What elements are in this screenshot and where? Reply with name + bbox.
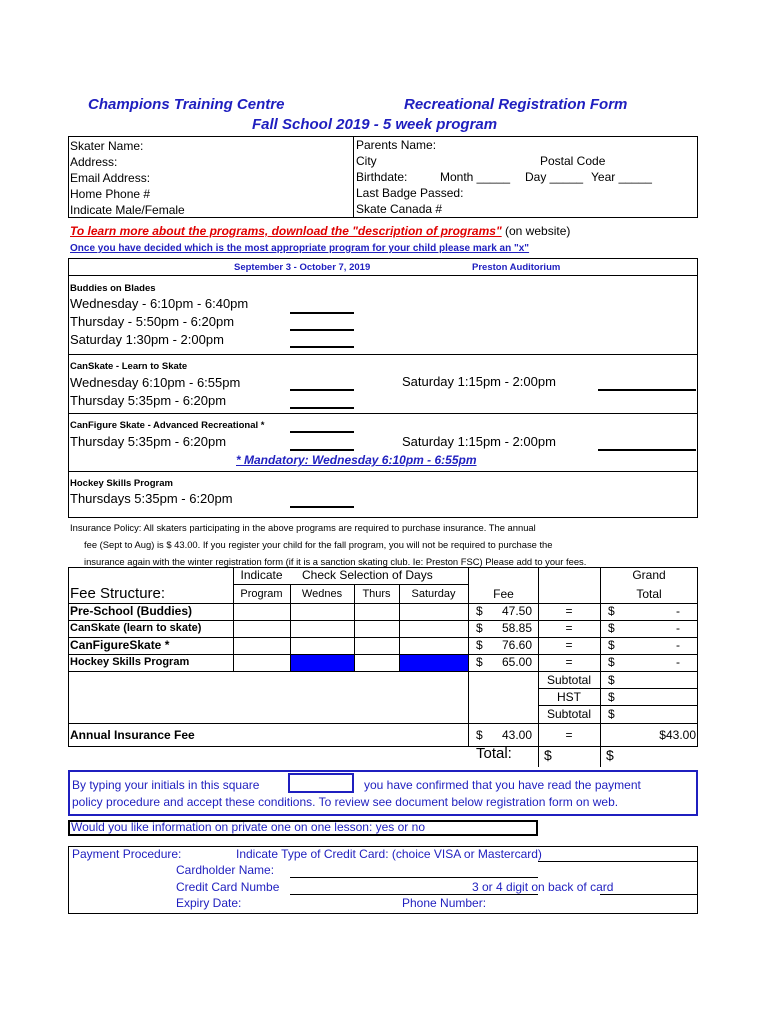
- payment-procedure-label: Payment Procedure:: [72, 847, 182, 861]
- canfigure-mandatory: * Mandatory: Wednesday 6:10pm - 6:55pm: [236, 453, 477, 467]
- decided-note: Once you have decided which is the most appropriate program for your child please mark an "x": [70, 243, 530, 254]
- buddies-wed-mark[interactable]: [290, 312, 354, 314]
- fee-dollar: $: [476, 604, 483, 618]
- total-label: Total:: [476, 745, 512, 762]
- grand-value: -: [676, 604, 680, 618]
- grand-value: -: [676, 621, 680, 635]
- buddies-title: Buddies on Blades: [70, 283, 156, 294]
- canskate-wed-mark[interactable]: [290, 389, 354, 391]
- grand-value: -: [676, 655, 680, 669]
- fee-equals: =: [565, 655, 573, 669]
- card-type-field[interactable]: [538, 861, 698, 862]
- grand-value: -: [676, 638, 680, 652]
- initials-text-before: By typing your initials in this square: [72, 778, 260, 792]
- home-phone-label[interactable]: Home Phone #: [70, 187, 151, 201]
- fee-equals: =: [565, 621, 573, 635]
- fee-row-name: Hockey Skills Program: [70, 656, 190, 668]
- cvv-field[interactable]: [600, 894, 698, 895]
- buddies-wednesday: Wednesday - 6:10pm - 6:40pm: [70, 296, 249, 311]
- fee-amount: 76.60: [501, 638, 532, 652]
- subtotal-label: Subtotal: [546, 673, 592, 687]
- hockey-thu-mark[interactable]: [290, 506, 354, 508]
- hockey-sat-blocked: [400, 655, 468, 671]
- expiry-label: Expiry Date:: [176, 896, 242, 910]
- program-header: Program: [240, 588, 283, 600]
- on-website-text: (on website): [505, 224, 571, 238]
- grand-total-dollar: $: [606, 747, 614, 763]
- fee-dollar: $: [476, 621, 483, 635]
- phone-number-label: Phone Number:: [402, 896, 487, 910]
- fee-header: Fee: [493, 587, 514, 601]
- fee-dollar: $: [476, 655, 483, 669]
- email-label[interactable]: Email Address:: [70, 171, 151, 185]
- card-number-field[interactable]: [290, 894, 538, 895]
- grand-dollar: $: [608, 655, 615, 669]
- form-title: Recreational Registration Form: [404, 96, 628, 113]
- canskate-thursday: Thursday 5:35pm - 6:20pm: [70, 393, 227, 408]
- birth-day-field[interactable]: Day _____: [525, 170, 584, 184]
- skater-name-label[interactable]: Skater Name:: [70, 139, 144, 153]
- postal-code-label[interactable]: Postal Code: [540, 154, 606, 168]
- hst-value: $: [608, 690, 615, 704]
- total-header: Total: [636, 587, 662, 601]
- check-days-header: Check Selection of Days: [302, 568, 433, 582]
- buddies-thursday: Thursday - 5:50pm - 6:20pm: [70, 314, 235, 329]
- card-number-label: Credit Card Numbe: [176, 880, 280, 894]
- insurance-total: $43.00: [659, 728, 696, 742]
- fee-equals: =: [565, 604, 573, 618]
- initials-text-after: you have confirmed that you have read the payment: [364, 778, 641, 792]
- program-title: Fall School 2019 - 5 week program: [252, 116, 498, 133]
- gender-label[interactable]: Indicate Male/Female: [70, 203, 185, 217]
- canfigure-sat-mark[interactable]: [598, 449, 696, 451]
- buddies-times: [70, 295, 248, 349]
- program-location: Preston Auditorium: [472, 262, 561, 273]
- grand-dollar: $: [608, 604, 615, 618]
- fee-row-name: CanSkate (learn to skate): [70, 622, 202, 634]
- program-dates: September 3 - October 7, 2019: [234, 262, 371, 273]
- skater-info-labels: [70, 138, 185, 218]
- subtotal-2-label: Subtotal: [546, 707, 592, 721]
- card-type-label: Indicate Type of Credit Card: (choice VISA or Mastercard): [236, 847, 542, 861]
- insurance-line-3: insurance again with the winter registration form (if it is a sanction skating club. Ie: Preston FSC) Please add to your fees.: [84, 556, 587, 567]
- canskate-sat-mark[interactable]: [598, 389, 696, 391]
- thurs-header: Thurs: [362, 588, 391, 600]
- hockey-thursday: Thursdays 5:35pm - 6:20pm: [70, 491, 233, 506]
- hockey-wed-blocked: [291, 655, 354, 671]
- canfigure-mark-1[interactable]: [290, 431, 354, 433]
- fee-row-name: CanFigureSkate *: [70, 638, 170, 652]
- hockey-title: Hockey Skills Program: [70, 478, 173, 489]
- canfigure-thursday: Thursday 5:35pm - 6:20pm: [70, 434, 227, 449]
- fee-amount: 65.00: [501, 655, 532, 669]
- parents-name-label[interactable]: Parents Name:: [356, 138, 437, 152]
- wednes-header: Wednes: [301, 588, 343, 600]
- subtotal-2-value: $: [608, 707, 615, 721]
- canskate-times: [70, 374, 240, 410]
- address-label[interactable]: Address:: [70, 155, 118, 169]
- canskate-saturday: Saturday 1:15pm - 2:00pm: [402, 374, 556, 389]
- fee-dollar: $: [476, 638, 483, 652]
- indicate-header: Indicate: [240, 568, 283, 582]
- lesson-question: Would you like information on private one on one lesson: yes or no: [71, 820, 425, 834]
- buddies-thu-mark[interactable]: [290, 329, 354, 331]
- birth-month-field[interactable]: Month _____: [440, 170, 511, 184]
- learn-more-link[interactable]: To learn more about the programs, download the "description of programs": [70, 224, 502, 238]
- saturday-header: Saturday: [411, 588, 456, 600]
- canfigure-thu-mark[interactable]: [290, 449, 354, 451]
- canfigure-title: CanFigure Skate - Advanced Recreational *: [70, 420, 265, 431]
- last-badge-label[interactable]: Last Badge Passed:: [356, 186, 464, 200]
- birthdate-label: Birthdate:: [356, 170, 408, 184]
- grand-dollar: $: [608, 638, 615, 652]
- initials-input[interactable]: [288, 773, 354, 793]
- buddies-sat-mark[interactable]: [290, 346, 354, 348]
- grand-dollar: $: [608, 621, 615, 635]
- org-name: Champions Training Centre: [88, 96, 285, 113]
- annual-insurance-label: Annual Insurance Fee: [70, 728, 195, 742]
- city-label[interactable]: City: [356, 154, 377, 168]
- canfigure-saturday: Saturday 1:15pm - 2:00pm: [402, 434, 556, 449]
- fee-structure-label: Fee Structure:: [70, 585, 166, 602]
- insurance-line-2: fee (Sept to Aug) is $ 43.00. If you register your child for the fall program, you will not be required to purchase the: [84, 539, 553, 550]
- grand-header: Grand: [632, 568, 666, 582]
- fee-row-name: Pre-School (Buddies): [70, 604, 193, 618]
- initials-box: [68, 770, 698, 816]
- learn-more-note: [70, 224, 570, 238]
- skate-canada-label[interactable]: Skate Canada #: [356, 202, 443, 216]
- buddies-saturday: Saturday 1:30pm - 2:00pm: [70, 332, 224, 347]
- total-dollar: $: [544, 747, 552, 763]
- canskate-wednesday: Wednesday 6:10pm - 6:55pm: [70, 375, 241, 390]
- fee-equals: =: [565, 638, 573, 652]
- fee-amount: 58.85: [501, 621, 532, 635]
- insurance-amount: 43.00: [501, 728, 532, 742]
- insurance-equals: =: [565, 728, 573, 742]
- insurance-policy: [70, 519, 586, 570]
- cvv-label: 3 or 4 digit on back of card: [472, 880, 614, 894]
- fee-amount: 47.50: [501, 604, 532, 618]
- insurance-line-1: Insurance Policy: All skaters participating in the above programs are required to purchase insurance. The annual: [70, 522, 536, 533]
- birth-year-field[interactable]: Year _____: [591, 170, 652, 184]
- initials-text-line2: policy procedure and accept these conditions. To review see document below registration form on web.: [72, 795, 619, 809]
- subtotal-value: $: [608, 673, 615, 687]
- hst-label: HST: [557, 690, 581, 704]
- insurance-dollar: $: [476, 728, 483, 742]
- canskate-title: CanSkate - Learn to Skate: [70, 361, 188, 372]
- cardholder-field[interactable]: [290, 877, 538, 878]
- cardholder-label: Cardholder Name:: [176, 863, 275, 877]
- canskate-thu-mark[interactable]: [290, 407, 354, 409]
